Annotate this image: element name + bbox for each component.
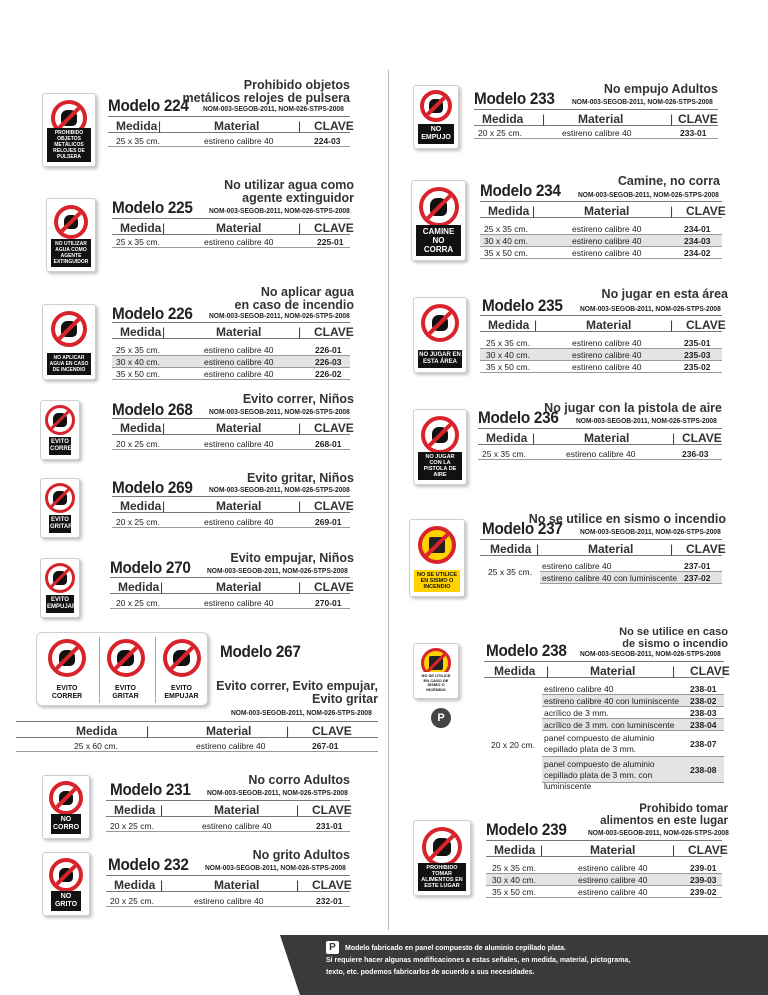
model-239-norm: NOM-003-SEGOB-2011, NOM-026-STPS-2008 (588, 830, 729, 837)
model-235-table-header: Medida | Material | CLAVE (480, 315, 722, 332)
sign-225-image (46, 198, 96, 272)
model-268-table-header: Medida | Material | CLAVE (112, 418, 350, 435)
model-237-norm: NOM-003-SEGOB-2011, NOM-026-STPS-2008 (580, 529, 721, 536)
sign-268-caption: EVITO CORRER (49, 437, 71, 455)
model-234-row: 30 x 40 cm. estireno calibre 40 234-03 (480, 235, 722, 247)
model-235-row: 25 x 35 cm. estireno calibre 40 235-01 (480, 337, 722, 349)
model-238-size: 20 x 20 cm. (491, 740, 535, 750)
model-224-heading: Prohibido objetos metálicos relojes de pulsera (182, 78, 350, 105)
model-231-norm: NOM-003-SEGOB-2011, NOM-026-STPS-2008 (207, 790, 348, 797)
sign-236-image (413, 409, 467, 485)
model-269-table-header: Medida | Material | CLAVE (112, 496, 350, 513)
model-268-heading: Evito correr, Niños (242, 392, 354, 406)
model-233-table-header: Medida | Material | CLAVE (474, 109, 718, 126)
sign-267-caption-2: EVITO GRITAR (100, 683, 151, 703)
model-235-row: 35 x 50 cm. estireno calibre 40 235-02 (480, 361, 722, 373)
model-269-norm: NOM-003-SEGOB-2011, NOM-026-STPS-2008 (209, 487, 350, 494)
model-233-title: Modelo 233 (474, 89, 555, 108)
model-232-table-header: Medida | Material | CLAVE (106, 875, 350, 892)
model-226-heading: No aplicar agua en caso de incendio (234, 285, 354, 312)
model-225-row: 25 x 35 cm. estireno calibre 40 225-01 (112, 236, 350, 248)
model-236-row: 25 x 35 cm. estireno calibre 40 236-03 (478, 448, 722, 460)
model-231-table-header: Medida | Material | CLAVE (106, 800, 350, 817)
model-269-heading: Evito gritar, Niños (247, 471, 354, 485)
sign-235-image (413, 297, 467, 373)
model-270-heading: Evito empujar, Niños (230, 551, 354, 565)
model-239-title: Modelo 239 (486, 820, 567, 839)
model-238-row: panel compuesto de aluminio cepillado plata de 3 mm. 238-07 (542, 731, 724, 757)
model-236-heading: No jugar con la pistola de aire (544, 401, 722, 415)
model-232-row: 20 x 25 cm. estireno calibre 40 232-01 (106, 895, 350, 907)
model-237-row: estireno calibre 40 237-01 (540, 560, 722, 572)
aluminum-panel-badge: P (431, 708, 451, 728)
model-231-heading: No corro Adultos (248, 773, 350, 787)
model-238-table-header: Medida | Material | CLAVE (484, 661, 724, 678)
sign-270-image (40, 558, 80, 618)
model-238-title: Modelo 238 (486, 641, 567, 660)
model-234-norm: NOM-003-SEGOB-2011, NOM-026-STPS-2008 (578, 192, 719, 199)
model-231-row: 20 x 25 cm. estireno calibre 40 231-01 (106, 820, 350, 832)
model-267-title: Modelo 267 (220, 642, 301, 661)
model-270-title: Modelo 270 (110, 558, 191, 577)
sign-237-image (409, 519, 465, 597)
model-225-heading: No utilizar agua como agente extinguidor (224, 178, 354, 205)
aluminum-panel-icon: P (326, 941, 339, 954)
model-236-title: Modelo 236 (478, 408, 559, 427)
model-239-heading: Prohibido tomar alimentos en este lugar (600, 803, 728, 827)
model-237-title: Modelo 237 (482, 519, 563, 538)
sign-234-image (411, 180, 466, 261)
model-225-norm: NOM-003-SEGOB-2011, NOM-026-STPS-2008 (209, 208, 350, 215)
model-270-table-header: Medida | Material | CLAVE (110, 577, 350, 594)
sign-267-caption-1: EVITO CORRER (41, 683, 93, 703)
sign-239-image (413, 820, 471, 896)
column-divider (388, 70, 389, 930)
model-235-row: 30 x 40 cm. estireno calibre 40 235-03 (480, 349, 722, 361)
sign-269-image (40, 478, 80, 538)
model-226-row: 25 x 35 cm. estireno calibre 40 226-01 (112, 344, 350, 356)
model-267-table-header: Medida | Material | CLAVE (16, 721, 378, 738)
sign-239-caption: PROHIBIDO TOMAR ALIMENTOS EN ESTE LUGAR (418, 863, 466, 891)
sign-224-image (42, 93, 96, 167)
sign-238-image (413, 643, 459, 699)
model-234-title: Modelo 234 (480, 181, 561, 200)
model-268-title: Modelo 268 (112, 400, 193, 419)
model-236-norm: NOM-003-SEGOB-2011, NOM-026-STPS-2008 (576, 418, 717, 425)
sign-233-caption: NO EMPUJO (418, 124, 454, 144)
model-226-row: 30 x 40 cm. estireno calibre 40 226-03 (112, 356, 350, 368)
model-226-norm: NOM-003-SEGOB-2011, NOM-026-STPS-2008 (209, 313, 350, 320)
model-235-heading: No jugar en esta área (601, 287, 728, 301)
model-233-norm: NOM-003-SEGOB-2011, NOM-026-STPS-2008 (572, 99, 713, 106)
sign-234-caption: CAMINE NO CORRA (416, 225, 461, 256)
model-225-title: Modelo 225 (112, 198, 193, 217)
model-238-row: acrílico de 3 mm. 238-03 (542, 707, 724, 719)
model-269-title: Modelo 269 (112, 478, 193, 497)
model-233-row: 20 x 25 cm. estireno calibre 40 233-01 (474, 127, 718, 139)
model-224-table-header: Medida | Material | CLAVE (108, 116, 350, 133)
model-269-row: 20 x 25 cm. estireno calibre 40 269-01 (112, 516, 350, 528)
model-267-row: 25 x 60 cm. estireno calibre 40 267-01 (16, 740, 378, 752)
sign-233-image (413, 85, 459, 149)
sign-267-image (36, 632, 208, 706)
model-237-size: 25 x 35 cm. (488, 567, 532, 577)
model-270-norm: NOM-003-SEGOB-2011, NOM-026-STPS-2008 (207, 568, 348, 575)
model-270-row: 20 x 25 cm. estireno calibre 40 270-01 (110, 597, 350, 609)
model-238-heading: No se utilice en caso de sismo o incendio (619, 626, 728, 650)
sign-225-caption: NO UTILIZAR AGUA COMO AGENTE EXTINGUIDOR (51, 239, 91, 267)
model-238-row: acrílico de 3 mm. con luminiscente 238-04 (542, 719, 724, 731)
model-224-row: 25 x 35 cm. estireno calibre 40 224-03 (108, 135, 350, 147)
model-237-row: estireno calibre 40 con luminiscente 237-02 (540, 572, 722, 584)
sign-236-caption: NO JUGAR CON LA PISTOLA DE AIRE (418, 452, 462, 480)
model-224-title: Modelo 224 (108, 96, 189, 115)
sign-226-image (42, 304, 96, 380)
model-234-row: 25 x 35 cm. estireno calibre 40 234-01 (480, 223, 722, 235)
model-234-table-header: Medida | Material | CLAVE (480, 201, 722, 218)
model-226-table-header: Medida | Material | CLAVE (112, 322, 350, 339)
model-236-table-header: Medida | Material | CLAVE (478, 428, 722, 445)
model-234-row: 35 x 50 cm. estireno calibre 40 234-02 (480, 247, 722, 259)
sign-270-caption: EVITO EMPUJAR (46, 595, 74, 613)
sign-226-caption: NO APLICAR AGUA EN CASO DE INCENDIO (47, 353, 91, 375)
sign-235-caption: NO JUGAR EN ESTA ÁREA (418, 350, 462, 368)
model-233-heading: No empujo Adultos (603, 82, 718, 96)
footer-line-2: Si requiere hacer algunas modificaciones a estas señales, en medida, material, pictograma, (326, 957, 631, 964)
model-238-norm: NOM-003-SEGOB-2011, NOM-026-STPS-2008 (580, 651, 721, 658)
model-239-row: 25 x 35 cm. estireno calibre 40 239-01 (486, 862, 722, 874)
model-226-row: 35 x 50 cm. estireno calibre 40 226-02 (112, 368, 350, 380)
sign-237-caption: NO SE UTILICE EN SISMO O INCENDIO (414, 570, 460, 592)
sign-269-caption: EVITO GRITAR (49, 515, 71, 533)
footer-line-3: texto, etc. podemos fabricarlos de acuerdo a sus necesidades. (326, 969, 535, 976)
model-225-table-header: Medida | Material | CLAVE (112, 218, 350, 235)
model-224-norm: NOM-003-SEGOB-2011, NOM-026-STPS-2008 (203, 106, 344, 113)
model-237-table-header: Medida | Material | CLAVE (480, 539, 722, 556)
sign-231-image (42, 775, 90, 839)
footer-line-1: Modelo fabricado en panel compuesto de aluminio cepillado plata. (345, 945, 566, 952)
model-267-norm: NOM-003-SEGOB-2011, NOM-026-STPS-2008 (231, 710, 372, 717)
model-235-title: Modelo 235 (482, 296, 563, 315)
model-232-heading: No grito Adultos (252, 848, 350, 862)
footer-note (300, 935, 768, 995)
model-268-norm: NOM-003-SEGOB-2011, NOM-026-STPS-2008 (209, 409, 350, 416)
model-238-row: panel compuesto de aluminio cepillado plata de 3 mm. con luminiscente 238-08 (542, 757, 724, 783)
sign-267-caption-3: EVITO EMPUJAR (156, 683, 207, 703)
model-226-title: Modelo 226 (112, 304, 193, 323)
model-239-table-header: Medida | Material | CLAVE (486, 840, 722, 857)
model-237-heading: No se utilice en sismo o incendio (528, 512, 726, 526)
model-232-norm: NOM-003-SEGOB-2011, NOM-026-STPS-2008 (205, 865, 346, 872)
sign-232-caption: NO GRITO (51, 891, 81, 911)
model-239-row: 35 x 50 cm. estireno calibre 40 239-02 (486, 886, 722, 898)
model-267-heading: Evito correr, Evito empujar, Evito gritar (216, 679, 378, 706)
sign-232-image (42, 852, 90, 916)
sign-238-caption: NO SE UTILICE EN CASO DE SISMO O INCENDIO (418, 672, 454, 694)
model-234-heading: Camine, no corra (617, 174, 720, 188)
model-238-row: estireno calibre 40 con luminiscente 238-02 (542, 695, 724, 707)
model-238-row: estireno calibre 40 238-01 (542, 683, 724, 695)
model-232-title: Modelo 232 (108, 855, 189, 874)
sign-231-caption: NO CORRO (51, 814, 81, 834)
model-268-row: 20 x 25 cm. estireno calibre 40 268-01 (112, 438, 350, 450)
model-235-norm: NOM-003-SEGOB-2011, NOM-026-STPS-2008 (580, 306, 721, 313)
model-231-title: Modelo 231 (110, 780, 191, 799)
sign-224-caption: PROHIBIDO OBJETOS METÁLICOS RELOJES DE PULSERA (47, 128, 91, 162)
model-239-row: 30 x 40 cm. estireno calibre 40 239-03 (486, 874, 722, 886)
sign-268-image (40, 400, 80, 460)
